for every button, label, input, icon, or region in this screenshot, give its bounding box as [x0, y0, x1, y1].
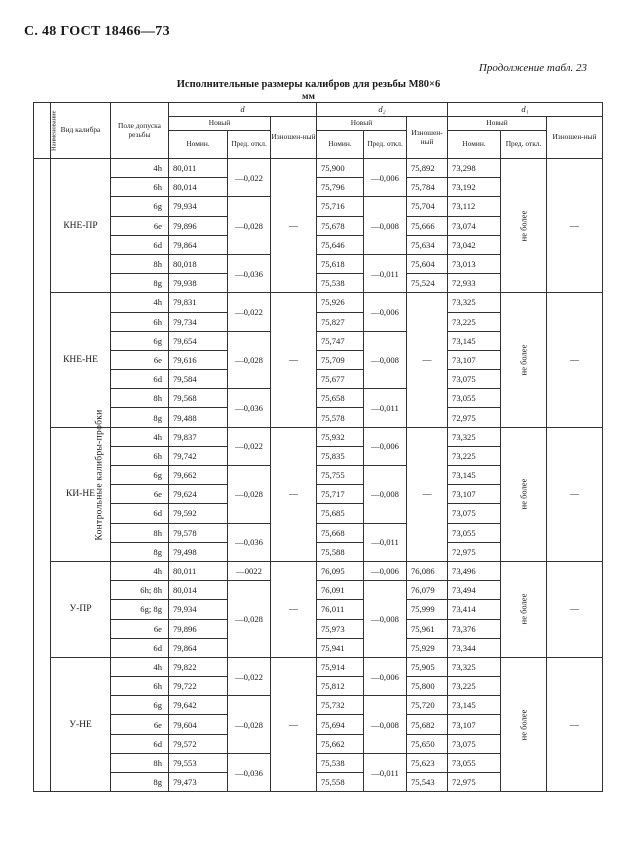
- d1-nominal: 73,325: [448, 427, 501, 446]
- d1-nominal: 73,075: [448, 504, 501, 523]
- d-nominal-header: Номин.: [169, 131, 228, 159]
- d-nominal: 79,642: [169, 696, 228, 715]
- tolerance-field: 8h: [111, 523, 169, 542]
- col-d-header: d: [169, 103, 317, 117]
- d-nominal: 79,837: [169, 427, 228, 446]
- tolerance-field: 8g: [111, 542, 169, 561]
- d1-nominal: 72,933: [448, 274, 501, 293]
- d1-nominal: 73,074: [448, 216, 501, 235]
- d2-worn: 75,666: [407, 216, 448, 235]
- d-deviation: —0,022: [228, 427, 271, 465]
- d1-nominal-header: Номин.: [448, 131, 501, 159]
- d1-nominal: 73,145: [448, 696, 501, 715]
- tolerance-field: 4h: [111, 657, 169, 676]
- d2-new-header: Новый: [317, 117, 407, 131]
- d2-nominal: 75,677: [317, 370, 364, 389]
- col-kind-header: Вид калибра: [51, 103, 111, 159]
- d2-nominal: 75,732: [317, 696, 364, 715]
- d2-worn: 75,784: [407, 178, 448, 197]
- page-header: С. 48 ГОСТ 18466—73: [24, 24, 170, 39]
- d-nominal: 79,553: [169, 753, 228, 772]
- d-nominal: 80,018: [169, 254, 228, 273]
- d-worn: —: [271, 561, 317, 657]
- not-more-label: не более: [518, 210, 529, 242]
- d-nominal: 79,722: [169, 677, 228, 696]
- tolerance-field: 6g: [111, 331, 169, 350]
- d2-deviation: —0,006: [364, 293, 407, 331]
- table-row: [34, 657, 603, 676]
- d-nominal: 79,864: [169, 638, 228, 657]
- d2-nominal: 75,588: [317, 542, 364, 561]
- d2-deviation: —0,006: [364, 159, 407, 197]
- d-worn: —: [271, 293, 317, 427]
- d-deviation: —0,028: [228, 197, 271, 255]
- gauge-kind: У-ПР: [51, 561, 111, 657]
- tolerance-field: 8g: [111, 274, 169, 293]
- gauge-kind: КИ-НЕ: [51, 427, 111, 561]
- d-nominal: 79,831: [169, 293, 228, 312]
- d1-nominal: 72,975: [448, 542, 501, 561]
- d1-nominal: 73,075: [448, 370, 501, 389]
- d-nominal: 79,473: [169, 773, 228, 792]
- tolerance-field: 6e: [111, 485, 169, 504]
- d2-worn: 75,524: [407, 274, 448, 293]
- d-nominal: 79,934: [169, 197, 228, 216]
- tolerance-field: 6h; 8h: [111, 581, 169, 600]
- d2-worn: 75,634: [407, 235, 448, 254]
- d2-nominal: 75,685: [317, 504, 364, 523]
- d1-nominal: 73,107: [448, 715, 501, 734]
- tolerance-field: 4h: [111, 293, 169, 312]
- d1-nominal: 73,107: [448, 485, 501, 504]
- d2-worn: 75,905: [407, 657, 448, 676]
- tolerance-field: 6h: [111, 312, 169, 331]
- not-more-label: не более: [518, 344, 529, 376]
- d1-nominal: 73,075: [448, 734, 501, 753]
- d2-nominal: 76,011: [317, 600, 364, 619]
- d2-deviation: —0,008: [364, 696, 407, 754]
- d2-deviation: —0,011: [364, 254, 407, 292]
- d1-worn-header: Изношен-ный: [547, 117, 603, 159]
- tolerance-field: 6d: [111, 235, 169, 254]
- d-nominal: 80,011: [169, 159, 228, 178]
- d2-worn: —: [407, 427, 448, 561]
- d2-nominal: 75,538: [317, 274, 364, 293]
- d2-nominal: 75,941: [317, 638, 364, 657]
- gauge-dimensions-table: [33, 102, 603, 792]
- table-title: Исполнительные размеры калибров для резьбы М80×6: [176, 79, 441, 90]
- d2-nominal: 75,900: [317, 159, 364, 178]
- d2-deviation: —0,006: [364, 427, 407, 465]
- d2-nominal: 75,694: [317, 715, 364, 734]
- gauge-kind: У-НЕ: [51, 657, 111, 791]
- d2-nominal: 75,578: [317, 408, 364, 427]
- d-nominal: 79,616: [169, 350, 228, 369]
- d2-nominal: 75,796: [317, 178, 364, 197]
- d-nominal: 79,822: [169, 657, 228, 676]
- d-nominal: 79,662: [169, 466, 228, 485]
- d2-worn: 76,086: [407, 561, 448, 580]
- d1-nominal: 73,145: [448, 466, 501, 485]
- d-nominal: 79,654: [169, 331, 228, 350]
- d2-nominal: 75,668: [317, 523, 364, 542]
- d-nominal: 79,498: [169, 542, 228, 561]
- d1-nominal: 73,145: [448, 331, 501, 350]
- d1-nominal: 73,112: [448, 197, 501, 216]
- d-deviation: —0022: [228, 561, 271, 580]
- d-nominal: 79,934: [169, 600, 228, 619]
- d-deviation: —0,028: [228, 581, 271, 658]
- d1-deviation-header: Пред. откл.: [501, 131, 547, 159]
- d1-nominal: 73,325: [448, 293, 501, 312]
- d1-nominal: 73,055: [448, 753, 501, 772]
- d-worn: —: [271, 427, 317, 561]
- d-nominal: 79,578: [169, 523, 228, 542]
- tolerance-field: 6d: [111, 734, 169, 753]
- d2-nominal: 75,678: [317, 216, 364, 235]
- tolerance-field: 6e: [111, 715, 169, 734]
- tolerance-field: 6g; 8g: [111, 600, 169, 619]
- tolerance-field: 6e: [111, 216, 169, 235]
- d2-nominal: 75,618: [317, 254, 364, 273]
- d-nominal: 80,011: [169, 561, 228, 580]
- col-name-header: Наименование: [34, 103, 51, 159]
- d1-nominal: 73,344: [448, 638, 501, 657]
- d2-nominal: 75,926: [317, 293, 364, 312]
- d-nominal: 79,734: [169, 312, 228, 331]
- d-nominal: 80,014: [169, 581, 228, 600]
- d1-nominal: 73,055: [448, 523, 501, 542]
- gauge-kind: КНЕ-ПР: [51, 159, 111, 293]
- d1-nominal: 73,042: [448, 235, 501, 254]
- d1-new-header: Новый: [448, 117, 547, 131]
- d2-nominal: 75,662: [317, 734, 364, 753]
- table-row: [34, 159, 603, 178]
- tolerance-field: 4h: [111, 561, 169, 580]
- d2-worn: 75,650: [407, 734, 448, 753]
- d1-nominal: 73,055: [448, 389, 501, 408]
- d-nominal: 79,896: [169, 619, 228, 638]
- tolerance-field: 6e: [111, 350, 169, 369]
- d2-deviation: —0,006: [364, 657, 407, 695]
- d1-nominal: 72,975: [448, 773, 501, 792]
- d1-worn: —: [547, 657, 603, 791]
- not-more-label: не более: [518, 709, 529, 740]
- d-deviation: —0,022: [228, 159, 271, 197]
- d2-worn: 75,604: [407, 254, 448, 273]
- d2-worn: 75,961: [407, 619, 448, 638]
- table-continuation-note: Продолжение табл. 23: [478, 62, 587, 74]
- side-label: Контрольные калибры-пробки: [94, 409, 105, 541]
- d1-nominal: 73,013: [448, 254, 501, 273]
- tolerance-field: 6h: [111, 677, 169, 696]
- d-deviation-header: Пред. откл.: [228, 131, 271, 159]
- d-deviation: —0,036: [228, 753, 271, 791]
- d2-nominal: 75,932: [317, 427, 364, 446]
- d2-worn: 76,079: [407, 581, 448, 600]
- d2-nominal: 75,755: [317, 466, 364, 485]
- d1-nominal: 73,325: [448, 657, 501, 676]
- d1-nominal: 73,107: [448, 350, 501, 369]
- d1-nominal: 73,414: [448, 600, 501, 619]
- tolerance-field: 6d: [111, 370, 169, 389]
- d2-nominal: 75,717: [317, 485, 364, 504]
- d2-worn: 75,704: [407, 197, 448, 216]
- d-nominal: 79,864: [169, 235, 228, 254]
- d2-worn: 75,892: [407, 159, 448, 178]
- d1-nominal: 73,192: [448, 178, 501, 197]
- d2-worn: —: [407, 293, 448, 427]
- tolerance-field: 4h: [111, 159, 169, 178]
- d2-nominal: 75,558: [317, 773, 364, 792]
- d-nominal: 79,584: [169, 370, 228, 389]
- d1-worn: —: [547, 561, 603, 657]
- d-nominal: 79,592: [169, 504, 228, 523]
- tolerance-field: 8g: [111, 408, 169, 427]
- d-nominal: 79,742: [169, 446, 228, 465]
- tolerance-field: 6g: [111, 696, 169, 715]
- d2-deviation-header: Пред. откл.: [364, 131, 407, 159]
- d2-deviation: —0,011: [364, 753, 407, 791]
- d1-nominal: 73,225: [448, 677, 501, 696]
- d2-deviation: —0,008: [364, 581, 407, 658]
- col-d2-header: d₂: [317, 103, 448, 117]
- d2-nominal-header: Номин.: [317, 131, 364, 159]
- tolerance-field: 8h: [111, 753, 169, 772]
- d1-worn: —: [547, 427, 603, 561]
- table-row: [34, 427, 603, 446]
- table-row: [34, 561, 603, 580]
- d2-nominal: 75,538: [317, 753, 364, 772]
- d-nominal: 79,624: [169, 485, 228, 504]
- gauge-kind: КНЕ-НЕ: [51, 293, 111, 427]
- d2-worn: 75,999: [407, 600, 448, 619]
- d2-nominal: 75,835: [317, 446, 364, 465]
- d-nominal: 79,568: [169, 389, 228, 408]
- col-field-header: Поле допуска резьбы: [111, 103, 169, 159]
- d2-deviation: —0,008: [364, 466, 407, 524]
- d-worn-header: Изношен-ный: [271, 117, 317, 159]
- table-body: [34, 159, 603, 792]
- d-new-header: Новый: [169, 117, 271, 131]
- tolerance-field: 8g: [111, 773, 169, 792]
- table-row: [34, 293, 603, 312]
- d-deviation: —0,028: [228, 331, 271, 389]
- d1-deviation: [501, 561, 547, 657]
- tolerance-field: 6h: [111, 446, 169, 465]
- d2-nominal: 75,812: [317, 677, 364, 696]
- tolerance-field: 4h: [111, 427, 169, 446]
- d2-deviation: —0,011: [364, 523, 407, 561]
- d-deviation: —0,022: [228, 657, 271, 695]
- d2-nominal: 75,646: [317, 235, 364, 254]
- table-unit: мм: [302, 92, 315, 102]
- d2-nominal: 75,914: [317, 657, 364, 676]
- d2-nominal: 75,658: [317, 389, 364, 408]
- not-more-label: не более: [518, 478, 529, 510]
- not-more-label: не более: [518, 594, 529, 625]
- d-nominal: 79,938: [169, 274, 228, 293]
- d-worn: —: [271, 657, 317, 791]
- tolerance-field: 6d: [111, 638, 169, 657]
- d-nominal: 79,896: [169, 216, 228, 235]
- d1-deviation: [501, 159, 547, 293]
- d2-worn-header: Изношен-ный: [407, 117, 448, 159]
- d1-deviation: [501, 427, 547, 561]
- d1-nominal: 73,225: [448, 446, 501, 465]
- d1-nominal: 73,376: [448, 619, 501, 638]
- d1-nominal: 73,225: [448, 312, 501, 331]
- d2-worn: 75,720: [407, 696, 448, 715]
- d-nominal: 79,572: [169, 734, 228, 753]
- d-nominal: 79,488: [169, 408, 228, 427]
- d2-deviation: —0,008: [364, 331, 407, 389]
- d-deviation: —0,036: [228, 254, 271, 292]
- d2-deviation: —0,006: [364, 561, 407, 580]
- tolerance-field: 6g: [111, 197, 169, 216]
- d1-nominal: 72,975: [448, 408, 501, 427]
- tolerance-field: 6h: [111, 178, 169, 197]
- d1-nominal: 73,494: [448, 581, 501, 600]
- col-d1-header: d₁: [448, 103, 603, 117]
- d-deviation: —0,028: [228, 466, 271, 524]
- d2-worn: 75,800: [407, 677, 448, 696]
- d2-worn: 75,623: [407, 753, 448, 772]
- d-deviation: —0,036: [228, 523, 271, 561]
- d2-nominal: 75,709: [317, 350, 364, 369]
- d1-nominal: 73,298: [448, 159, 501, 178]
- tolerance-field: 8h: [111, 254, 169, 273]
- d-deviation: —0,028: [228, 696, 271, 754]
- tolerance-field: 6e: [111, 619, 169, 638]
- tolerance-field: 8h: [111, 389, 169, 408]
- d-nominal: 80,014: [169, 178, 228, 197]
- d-deviation: —0,036: [228, 389, 271, 427]
- d1-nominal: 73,496: [448, 561, 501, 580]
- d-nominal: 79,604: [169, 715, 228, 734]
- d2-worn: 75,682: [407, 715, 448, 734]
- d-worn: —: [271, 159, 317, 293]
- d2-nominal: 75,973: [317, 619, 364, 638]
- d2-nominal: 76,095: [317, 561, 364, 580]
- d1-deviation: [501, 293, 547, 427]
- d2-nominal: 75,747: [317, 331, 364, 350]
- d1-deviation: [501, 657, 547, 791]
- d2-worn: 75,543: [407, 773, 448, 792]
- d1-worn: —: [547, 293, 603, 427]
- d2-nominal: 76,091: [317, 581, 364, 600]
- d2-deviation: —0,011: [364, 389, 407, 427]
- d2-nominal: 75,716: [317, 197, 364, 216]
- d-deviation: —0,022: [228, 293, 271, 331]
- d2-deviation: —0,008: [364, 197, 407, 255]
- d2-worn: 75,929: [407, 638, 448, 657]
- d2-nominal: 75,827: [317, 312, 364, 331]
- d1-worn: —: [547, 159, 603, 293]
- tolerance-field: 6g: [111, 466, 169, 485]
- tolerance-field: 6d: [111, 504, 169, 523]
